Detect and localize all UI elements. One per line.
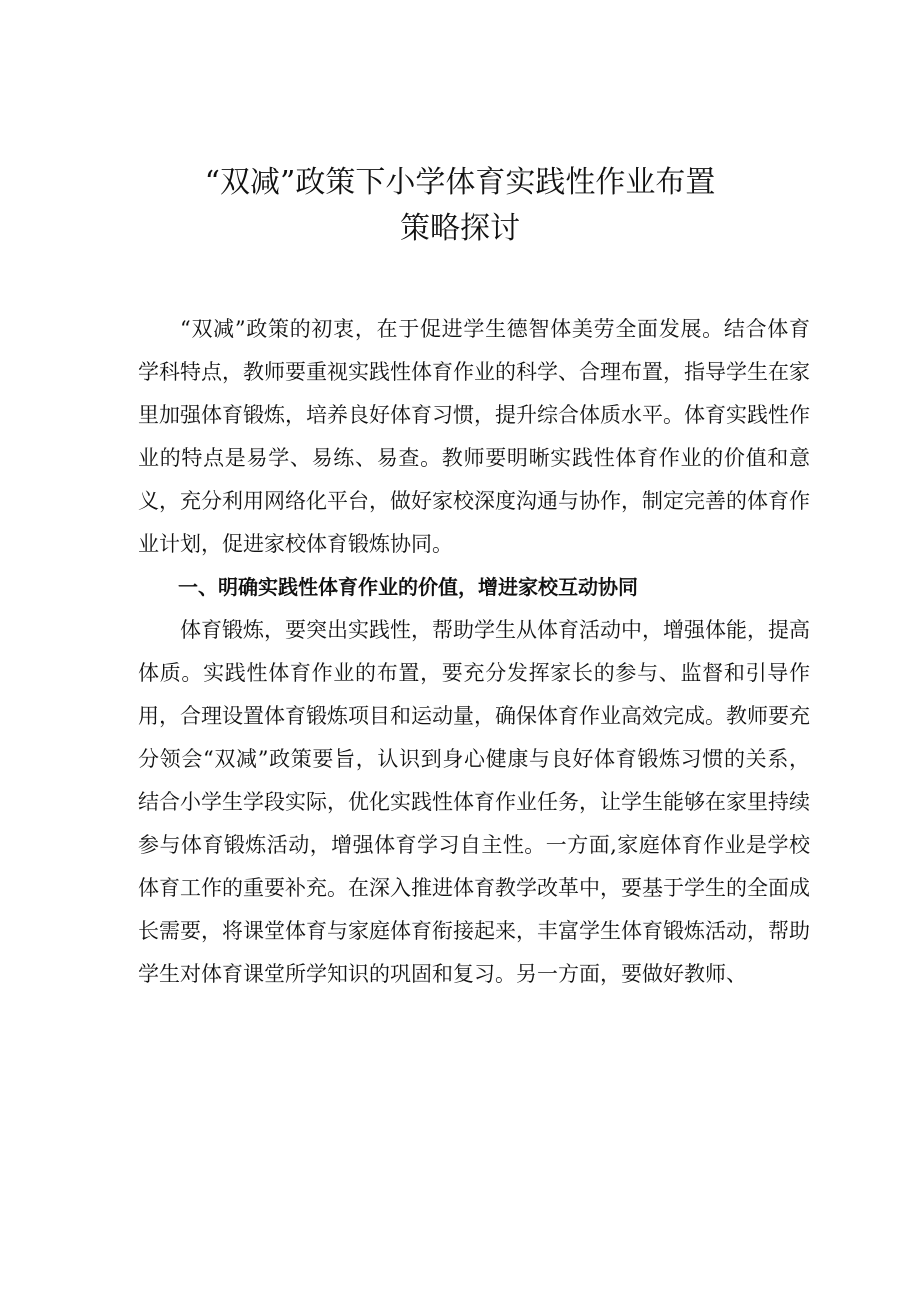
title-line-2: 策略探讨: [400, 211, 520, 246]
title-line-1: “双减”政策下小学体育实践性作业布置: [204, 165, 716, 200]
intro-paragraph: “双减”政策的初衷，在于促进学生德智体美劳全面发展。结合体育学科特点，教师要重视实践性体育作业的科学、合理布置，指导学生在家里加强体育锻炼，培养良好体育习惯，提升综合体质水平。体育实践性作业的特点是易学、易练、易查。教师要明晰实践性体育作业的价值和意义，充分利用网络化平台，做好家校深度沟通与协作，制定完善的体育作业计划，促进家校体育锻炼协同。: [138, 317, 810, 556]
document-body: [138, 308, 810, 996]
document-title: [0, 160, 920, 252]
section-1-heading: 一、明确实践性体育作业的价值，增进家校互动协同: [178, 575, 638, 599]
section-1-paragraph: 体育锻炼，要突出实践性，帮助学生从体育活动中，增强体能，提高体质。实践性体育作业的布置，要充分发挥家长的参与、监督和引导作用，合理设置体育锻炼项目和运动量，确保体育作业高效完成。教师要充分领会“双减”政策要旨，认识到身心健康与良好体育锻炼习惯的关系，结合小学生学段实际，优化实践性体育作业任务，让学生能够在家里持续参与体育锻炼活动，增强体育学习自主性。一方面,家庭体育作业是学校体育工作的重要补充。在深入推进体育教学改革中，要基于学生的全面成长需要，将课堂体育与家庭体育衔接起来，丰富学生体育锻炼活动，帮助学生对体育课堂所学知识的巩固和复习。另一方面，要做好教师、: [138, 618, 810, 986]
